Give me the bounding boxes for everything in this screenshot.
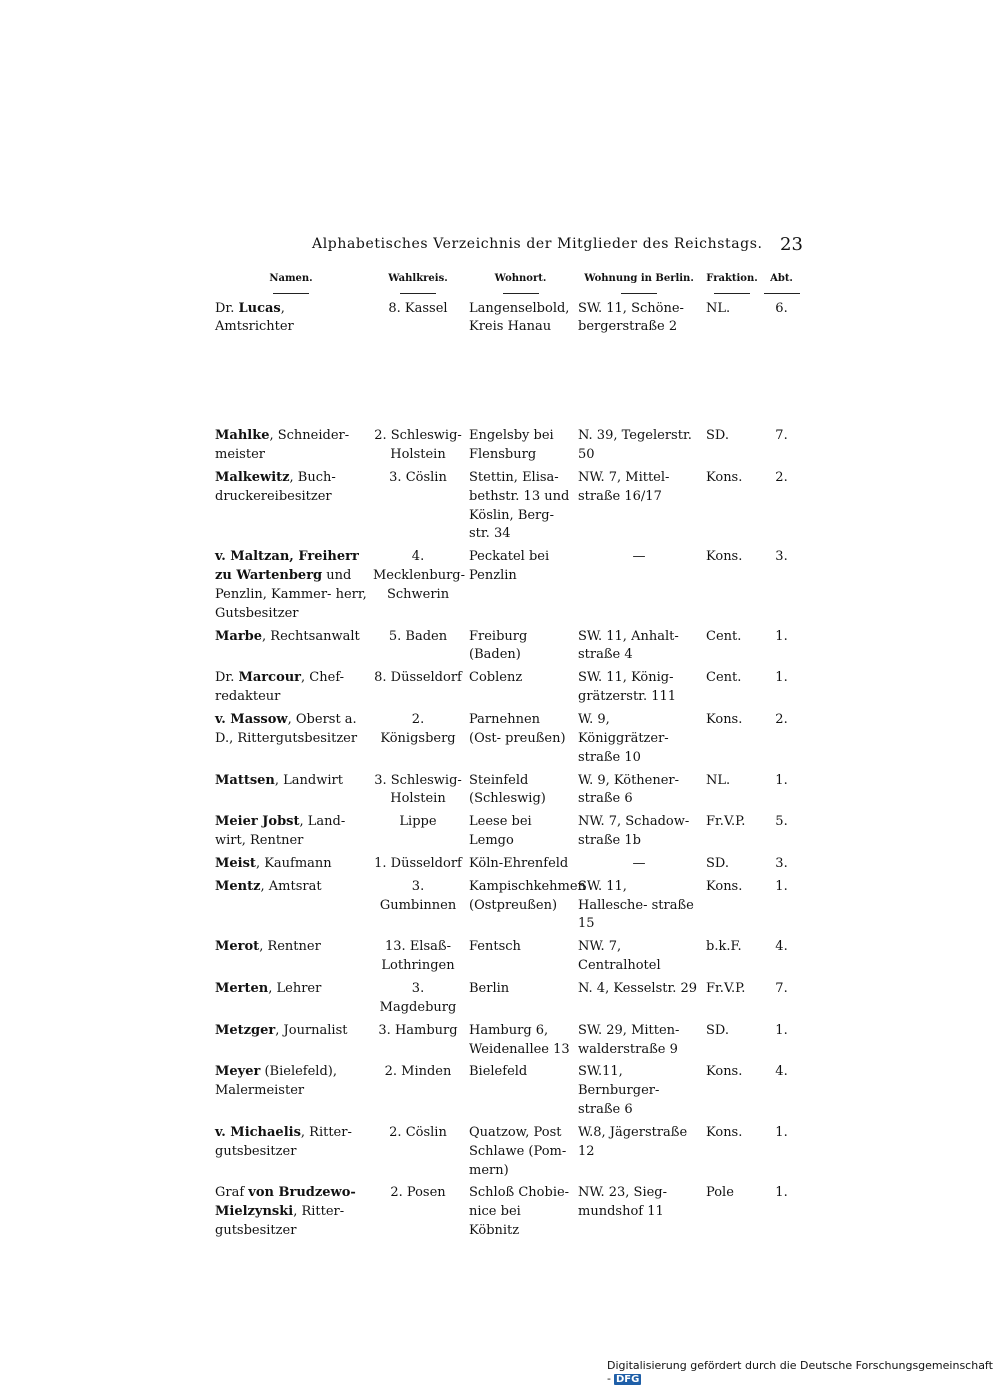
member-occupation: , Rentner: [259, 939, 321, 955]
member-surname: Merot: [215, 939, 260, 955]
district-cell: 2. Minden: [384, 1064, 452, 1080]
member-surname: Meist: [215, 855, 256, 871]
member-occupation: , Schneider- meister: [215, 428, 350, 463]
residence-cell: Langenselbold, Kreis Hanau: [469, 300, 570, 335]
residence-cell: Engelsby bei Flensburg: [469, 428, 554, 463]
column-header-namen: [212, 272, 370, 300]
district-cell: 4. Mecklenburg- Schwerin: [373, 549, 466, 602]
member-name-cell: [212, 878, 370, 939]
residence-cell: Berlin: [469, 980, 510, 996]
abt-cell: 1.: [775, 628, 788, 644]
berlin-address-cell: SW. 11, König- grätzerstr. 111: [578, 670, 677, 705]
residence-cell: Schloß Chobie- nice bei Köbnitz: [469, 1185, 570, 1239]
district-cell: 3. Magdeburg: [379, 980, 457, 1015]
member-name-cell: [212, 1184, 370, 1245]
table-row: [212, 669, 802, 711]
berlin-address-cell: W.8, Jägerstraße 12: [578, 1124, 688, 1159]
residence-cell: Stettin, Elisa- bethstr. 13 und Köslin, Berg- str. 34: [469, 469, 570, 542]
member-occupation: , Kaufmann: [255, 855, 332, 871]
abt-cell: 2.: [775, 712, 788, 727]
berlin-address-cell: SW. 11, Anhalt- straße 4: [578, 628, 679, 663]
berlin-address-cell: SW. 11, Hallesche- straße 15: [578, 878, 694, 932]
abt-cell: 1.: [775, 1185, 788, 1201]
berlin-address-cell: NW. 7, Schadow- straße 1b: [578, 814, 690, 849]
residence-cell: Leese bei Lemgo: [469, 814, 532, 849]
column-header-wahlkreis: [370, 272, 466, 300]
district-cell: 5. Baden: [388, 628, 448, 644]
residence-cell: Kampischkehmen (Ostpreußen): [469, 878, 586, 913]
faction-cell: SD.: [706, 855, 729, 871]
residence-cell: Fentsch: [469, 939, 521, 955]
member-name-cell: [212, 300, 370, 342]
member-surname: Marcour: [238, 670, 302, 686]
member-surname: Mentz: [215, 878, 261, 894]
berlin-address-cell: W. 9, Köthener- straße 6: [578, 772, 680, 807]
member-occupation: , Lehrer: [268, 980, 322, 996]
berlin-address-cell: NW. 23, Sieg- mundshof 11: [578, 1185, 668, 1220]
table-row: [212, 1022, 802, 1064]
district-cell: 8. Düsseldorf: [374, 670, 462, 686]
faction-cell: Kons.: [706, 549, 743, 565]
berlin-address-cell: SW. 11, Schöne- bergerstraße 2: [578, 300, 684, 335]
table-row: [212, 628, 802, 670]
residence-cell: Steinfeld (Schleswig): [469, 772, 546, 807]
page-number: 23: [780, 234, 803, 255]
table-row: [212, 772, 802, 814]
member-name-cell: [212, 669, 370, 711]
table-header: [212, 272, 802, 300]
member-name-cell: [212, 1022, 370, 1064]
abt-cell: 5.: [775, 814, 788, 830]
faction-cell: b.k.F.: [706, 939, 742, 955]
table-row: [212, 548, 802, 627]
header-rule: [714, 293, 750, 294]
column-header-label: Wohnung in Berlin.: [584, 273, 694, 284]
member-prefix: Graf: [215, 1185, 249, 1201]
district-cell: 3. Cöslin: [389, 469, 447, 485]
berlin-address-cell: NW. 7, Mittel- straße 16/17: [578, 469, 670, 504]
berlin-address-cell: NW. 7, Centralhotel: [578, 939, 661, 974]
table-row: [212, 878, 802, 939]
table-row: [212, 469, 802, 548]
berlin-address-cell: —: [632, 855, 646, 871]
district-cell: 8. Kassel: [388, 300, 448, 316]
column-header-label: Fraktion.: [706, 273, 758, 284]
member-name-cell: [212, 1124, 370, 1185]
footer-text: Digitalisierung gefördert durch die Deutsche Forschungsgemeinschaft -: [607, 1359, 993, 1385]
faction-cell: Fr.V.P.: [706, 814, 746, 830]
column-header-wohnort: [466, 272, 575, 300]
column-header-fraktion: [703, 272, 761, 300]
table-row: [212, 938, 802, 980]
faction-cell: NL.: [706, 300, 731, 316]
berlin-address-cell: SW.11, Bernburger- straße 6: [578, 1064, 660, 1118]
abt-cell: 4.: [775, 1064, 788, 1080]
residence-cell: Bielefeld: [469, 1064, 528, 1080]
abt-cell: 7.: [775, 980, 788, 996]
member-name-cell: [212, 548, 370, 627]
faction-cell: Cent.: [706, 628, 742, 644]
faction-cell: SD.: [706, 1022, 729, 1038]
member-occupation: , Chef- redakteur: [215, 670, 345, 705]
header-rule: [503, 293, 539, 294]
faction-cell: Kons.: [706, 469, 743, 485]
member-name-cell: [212, 855, 370, 878]
members-table: [212, 272, 802, 1245]
table-row: [212, 1124, 802, 1185]
header-rule: [621, 293, 657, 294]
member-occupation: , Landwirt: [274, 772, 343, 788]
faction-cell: Pole: [706, 1185, 734, 1201]
member-name-cell: [212, 628, 370, 670]
abt-cell: 4.: [775, 939, 788, 955]
abt-cell: 1.: [775, 772, 788, 788]
district-cell: Lippe: [399, 814, 437, 830]
district-cell: 13. Elsaß- Lothringen: [381, 939, 455, 974]
residence-cell: Peckatel bei Penzlin: [469, 549, 550, 584]
column-header-label: Namen.: [269, 273, 313, 284]
table-row: [212, 813, 802, 855]
blank-gap-cell: [212, 341, 802, 427]
residence-cell: Coblenz: [469, 670, 523, 686]
faction-cell: Kons.: [706, 712, 743, 727]
member-prefix: Dr.: [215, 300, 239, 316]
member-surname: Mahlke: [215, 428, 270, 444]
column-header-wohnung-berlin: [575, 272, 703, 300]
faction-cell: Fr.V.P.: [706, 980, 746, 996]
member-name-cell: [212, 772, 370, 814]
district-cell: 1. Düsseldorf: [374, 855, 462, 871]
member-name-cell: [212, 711, 370, 772]
residence-cell: Parnehnen (Ost- preußen): [469, 712, 566, 746]
member-surname: v. Massow: [215, 712, 288, 727]
header-rule: [273, 293, 309, 294]
member-occupation: , Amtsrat: [260, 878, 322, 894]
member-occupation: , Ritter- gutsbesitzer: [215, 1124, 352, 1159]
footer-credit: [607, 1359, 1000, 1385]
blank-gap-row: [212, 341, 802, 427]
member-surname: Marbe: [215, 628, 263, 644]
table-row: [212, 711, 802, 772]
table-row: [212, 980, 802, 1022]
column-header-abt: [761, 272, 802, 300]
table-row: [212, 427, 802, 469]
berlin-address-cell: W. 9, Königgrätzer- straße 10: [578, 712, 669, 765]
abt-cell: 1.: [775, 670, 788, 686]
member-surname: Metzger: [215, 1022, 276, 1038]
table-body: [212, 300, 802, 1245]
abt-cell: 1.: [775, 878, 788, 894]
district-cell: 2. Cöslin: [389, 1124, 447, 1140]
member-surname: v. Maltzan, Freiherr zu Wartenberg: [215, 549, 359, 584]
member-surname: Lucas: [238, 300, 281, 316]
member-name-cell: [212, 469, 370, 548]
faction-cell: Kons.: [706, 1064, 743, 1080]
member-surname: Meyer: [215, 1064, 261, 1080]
berlin-address-cell: —: [632, 549, 646, 565]
member-occupation: und Penzlin, Kammer- herr, Gutsbesitzer: [215, 568, 367, 621]
member-name-cell: [212, 1063, 370, 1124]
residence-cell: Freiburg (Baden): [469, 628, 528, 663]
abt-cell: 2.: [775, 469, 788, 485]
berlin-address-cell: SW. 29, Mitten- walderstraße 9: [578, 1022, 680, 1057]
district-cell: 2. Königsberg: [380, 712, 456, 746]
member-occupation: , Land- wirt, Rentner: [215, 814, 346, 849]
table-row: [212, 1184, 802, 1245]
column-header-label: Abt.: [770, 273, 793, 284]
district-cell: 3. Gumbinnen: [379, 878, 457, 913]
header-rule: [400, 293, 436, 294]
member-name-cell: [212, 813, 370, 855]
faction-cell: Kons.: [706, 878, 743, 894]
district-cell: 3. Schleswig- Holstein: [374, 772, 462, 807]
district-cell: 2. Posen: [390, 1185, 446, 1201]
member-occupation: , Ritter- gutsbesitzer: [215, 1204, 345, 1239]
page-header-title: Alphabetisches Verzeichnis der Mitglieder des Reichstags.: [312, 236, 763, 252]
residence-cell: Hamburg 6, Weidenallee 13: [469, 1022, 570, 1057]
member-occupation: , Rechtsanwalt: [262, 628, 360, 644]
table-row: [212, 855, 802, 878]
faction-cell: SD.: [706, 428, 729, 444]
member-surname: Malkewitz: [215, 469, 290, 485]
abt-cell: 3.: [775, 549, 788, 565]
residence-cell: Quatzow, Post Schlawe (Pom- mern): [469, 1124, 567, 1178]
member-occupation: , Buch- druckereibesitzer: [215, 469, 336, 504]
abt-cell: 7.: [775, 428, 788, 444]
member-surname: Mattsen: [215, 772, 275, 788]
faction-cell: Cent.: [706, 670, 742, 686]
residence-cell: Köln-Ehrenfeld: [469, 855, 569, 871]
abt-cell: 1.: [775, 1022, 788, 1038]
table-row: [212, 300, 802, 342]
faction-cell: Kons.: [706, 1124, 743, 1140]
header-rule: [764, 293, 800, 294]
member-name-cell: [212, 938, 370, 980]
member-occupation: (Bielefeld), Malermeister: [215, 1064, 337, 1099]
member-name-cell: [212, 427, 370, 469]
berlin-address-cell: N. 4, Kesselstr. 29: [578, 980, 698, 996]
abt-cell: 3.: [775, 855, 788, 871]
faction-cell: NL.: [706, 772, 731, 788]
dfg-logo: DFG: [615, 1374, 640, 1385]
member-occupation: , Journalist: [275, 1022, 348, 1038]
member-surname: Meier Jobst: [215, 814, 300, 830]
district-cell: 3. Hamburg: [378, 1022, 458, 1038]
table-row: [212, 1063, 802, 1124]
column-header-label: Wahlkreis.: [388, 273, 448, 284]
member-surname: von Brudzewo- Mielzynski: [215, 1185, 356, 1220]
member-surname: v. Michaelis: [215, 1124, 301, 1140]
district-cell: 2. Schleswig- Holstein: [374, 428, 462, 463]
column-header-label: Wohnort.: [494, 273, 547, 284]
abt-cell: 1.: [775, 1124, 788, 1140]
member-name-cell: [212, 980, 370, 1022]
member-prefix: Dr.: [215, 670, 239, 686]
member-surname: Merten: [215, 980, 269, 996]
abt-cell: 6.: [775, 300, 788, 316]
member-occupation: , Oberst a. D., Rittergutsbesitzer: [215, 712, 358, 746]
berlin-address-cell: N. 39, Tegelerstr. 50: [578, 428, 692, 463]
member-occupation: , Amtsrichter: [215, 300, 294, 335]
